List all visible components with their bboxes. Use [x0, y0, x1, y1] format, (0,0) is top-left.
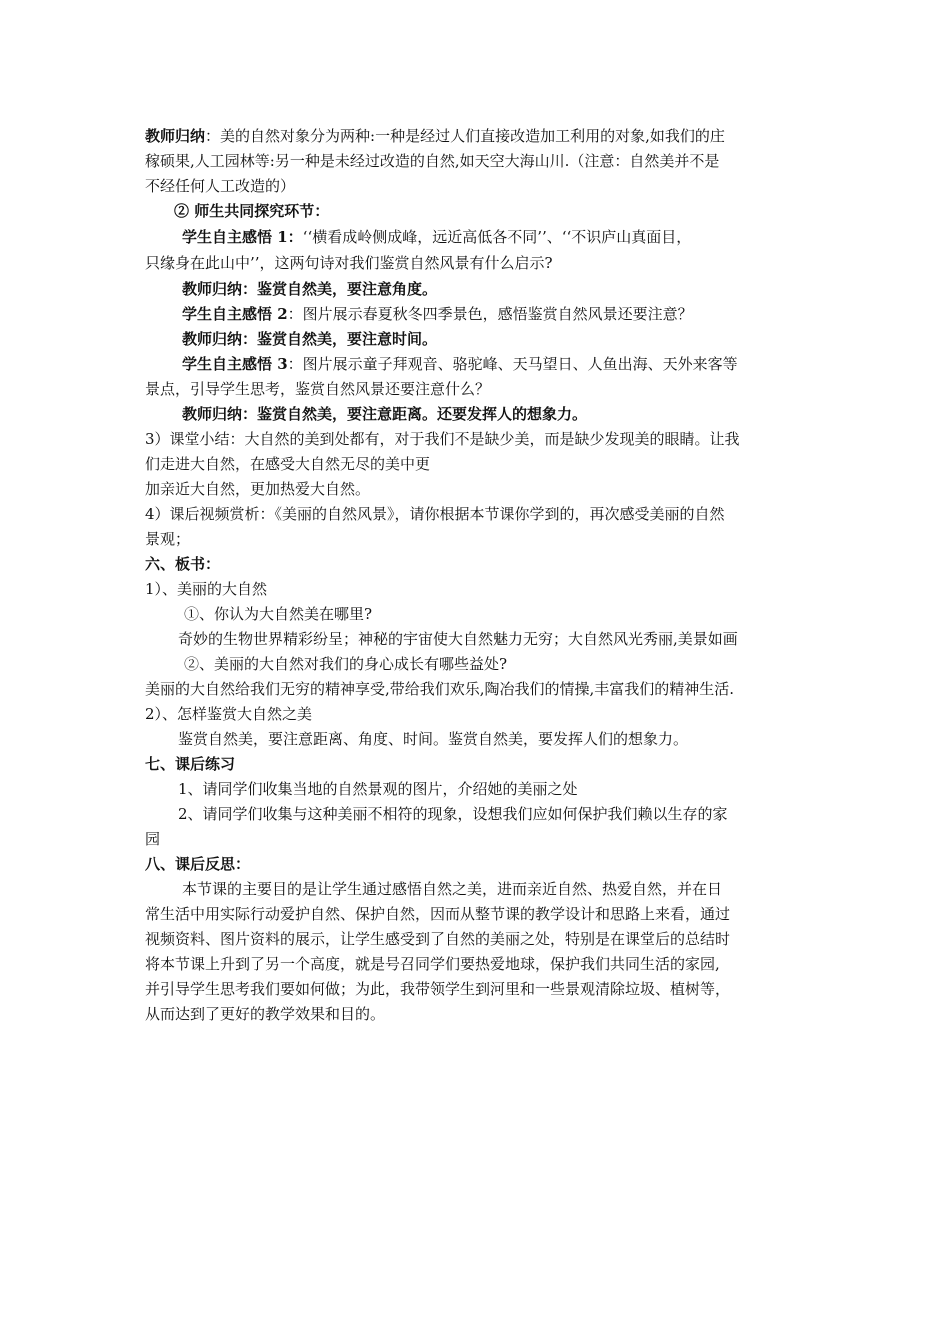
blackboard-answer-3: 鉴赏自然美，要注意距离、角度、时间。鉴赏自然美，要发挥人们的想象力。: [178, 730, 689, 748]
teacher-summary-text: ：美的自然对象分为两种:一种是经过人们直接改造加工利用的对象,如我们的庄: [205, 127, 725, 145]
teacher-summary-line-3: 不经任何人工改造的）: [145, 177, 296, 195]
reflection-line-1: 本节课的主要目的是让学生通过感悟自然之美，进而亲近自然、热爱自然，并在日: [182, 880, 723, 898]
student-insight-2-text: ：图片展示春夏秋冬四季景色，感悟鉴赏自然风景还要注意？: [287, 305, 693, 323]
student-insight-3-line-1: [182, 352, 825, 376]
exercise-2-line-2: 园: [145, 830, 161, 848]
blackboard-answer-2: 美丽的大自然给我们无穷的精神享受,带给我们欢乐,陶冶我们的情操,丰富我们的精神生活.: [145, 680, 735, 698]
student-insight-1-line-1: [182, 225, 825, 249]
student-insight-3-line-2: 景点，引导学生思考，鉴赏自然风景还要注意什么？: [145, 380, 491, 398]
exercise-2-line-1: 2、请同学们收集与这种美丽不相符的现象，设想我们应如何保护我们赖以生存的家: [178, 805, 728, 823]
class-summary-line-2: 们走进大自然，在感受大自然无尽的美中更: [145, 455, 431, 473]
teacher-answer-3: 教师归纳：鉴赏自然美，要注意距离。还要发挥人的想象力。: [182, 405, 588, 423]
reflection-line-5: 并引导学生思考我们要如何做；为此，我带领学生到河里和一些景观清除垃圾、植树等，: [145, 980, 731, 998]
reflection-line-6: 从而达到了更好的教学效果和目的。: [145, 1005, 386, 1023]
blackboard-question-1: ①、你认为大自然美在哪里?: [184, 605, 373, 623]
student-insight-1-text: ‘‘横看成岭侧成峰，远近高低各不同’’、‘‘不识庐山真面目，: [302, 228, 692, 246]
student-insight-2-label: 学生自主感悟 2: [182, 305, 288, 323]
student-insight-3-label: 学生自主感悟 3: [182, 355, 288, 373]
reflection-line-2: 常生活中用实际行动爱护自然、保护自然，因而从整节课的教学设计和思路上来看，通过: [145, 905, 731, 923]
student-insight-1-label: 学生自主感悟 1：: [182, 228, 303, 246]
teacher-answer-1: 教师归纳：鉴赏自然美，要注意角度。: [182, 280, 438, 298]
section-8-heading: 八、课后反思：: [145, 855, 251, 873]
video-appreciation-line-2: 景观；: [145, 530, 191, 548]
exercise-1: 1、请同学们收集当地的自然景观的图片，介绍她的美丽之处: [178, 780, 578, 798]
teacher-answer-2: 教师归纳：鉴赏自然美，要注意时间。: [182, 330, 438, 348]
section-2-heading: ② 师生共同探究环节：: [174, 202, 330, 220]
class-summary-line-1: 3）课堂小结：大自然的美到处都有，对于我们不是缺少美，而是缺少发现美的眼睛。让我: [145, 430, 740, 448]
blackboard-item-2: 2）、怎样鉴赏大自然之美: [145, 705, 313, 723]
teacher-summary-line-2: 稼硕果,人工园林等:另一种是未经过改造的自然,如天空大海山川.（注意：自然美并不是: [145, 152, 720, 170]
reflection-line-4: 将本节课上升到了另一个高度，就是号召同学们要热爱地球，保护我们共同生活的家园,: [145, 955, 720, 973]
section-7-heading: 七、课后练习: [145, 755, 236, 773]
section-6-heading: 六、板书：: [145, 555, 221, 573]
blackboard-item-1: 1）、美丽的大自然: [145, 580, 268, 598]
student-insight-1-line-2: 只缘身在此山中’’，这两句诗对我们鉴赏自然风景有什么启示?: [145, 254, 553, 272]
blackboard-question-2: ②、美丽的大自然对我们的身心成长有哪些益处?: [184, 655, 508, 673]
class-summary-line-3: 加亲近大自然，更加热爱大自然。: [145, 480, 371, 498]
video-appreciation-line-1: 4）课后视频赏析：《美丽的自然风景》，请你根据本节课你学到的，再次感受美丽的自然: [145, 505, 725, 523]
teacher-summary-line-1: [145, 124, 825, 148]
student-insight-2: [182, 302, 825, 326]
reflection-line-3: 视频资料、图片资料的展示，让学生感受到了自然的美丽之处，特别是在课堂后的总结时: [145, 930, 731, 948]
teacher-summary-label: 教师归纳: [145, 127, 206, 145]
student-insight-3-text: ：图片展示童子拜观音、骆驼峰、天马望日、人鱼出海、天外来客等: [287, 355, 738, 373]
blackboard-answer-1: 奇妙的生物世界精彩纷呈；神秘的宇宙使大自然魅力无穷；大自然风光秀丽,美景如画: [178, 630, 738, 648]
